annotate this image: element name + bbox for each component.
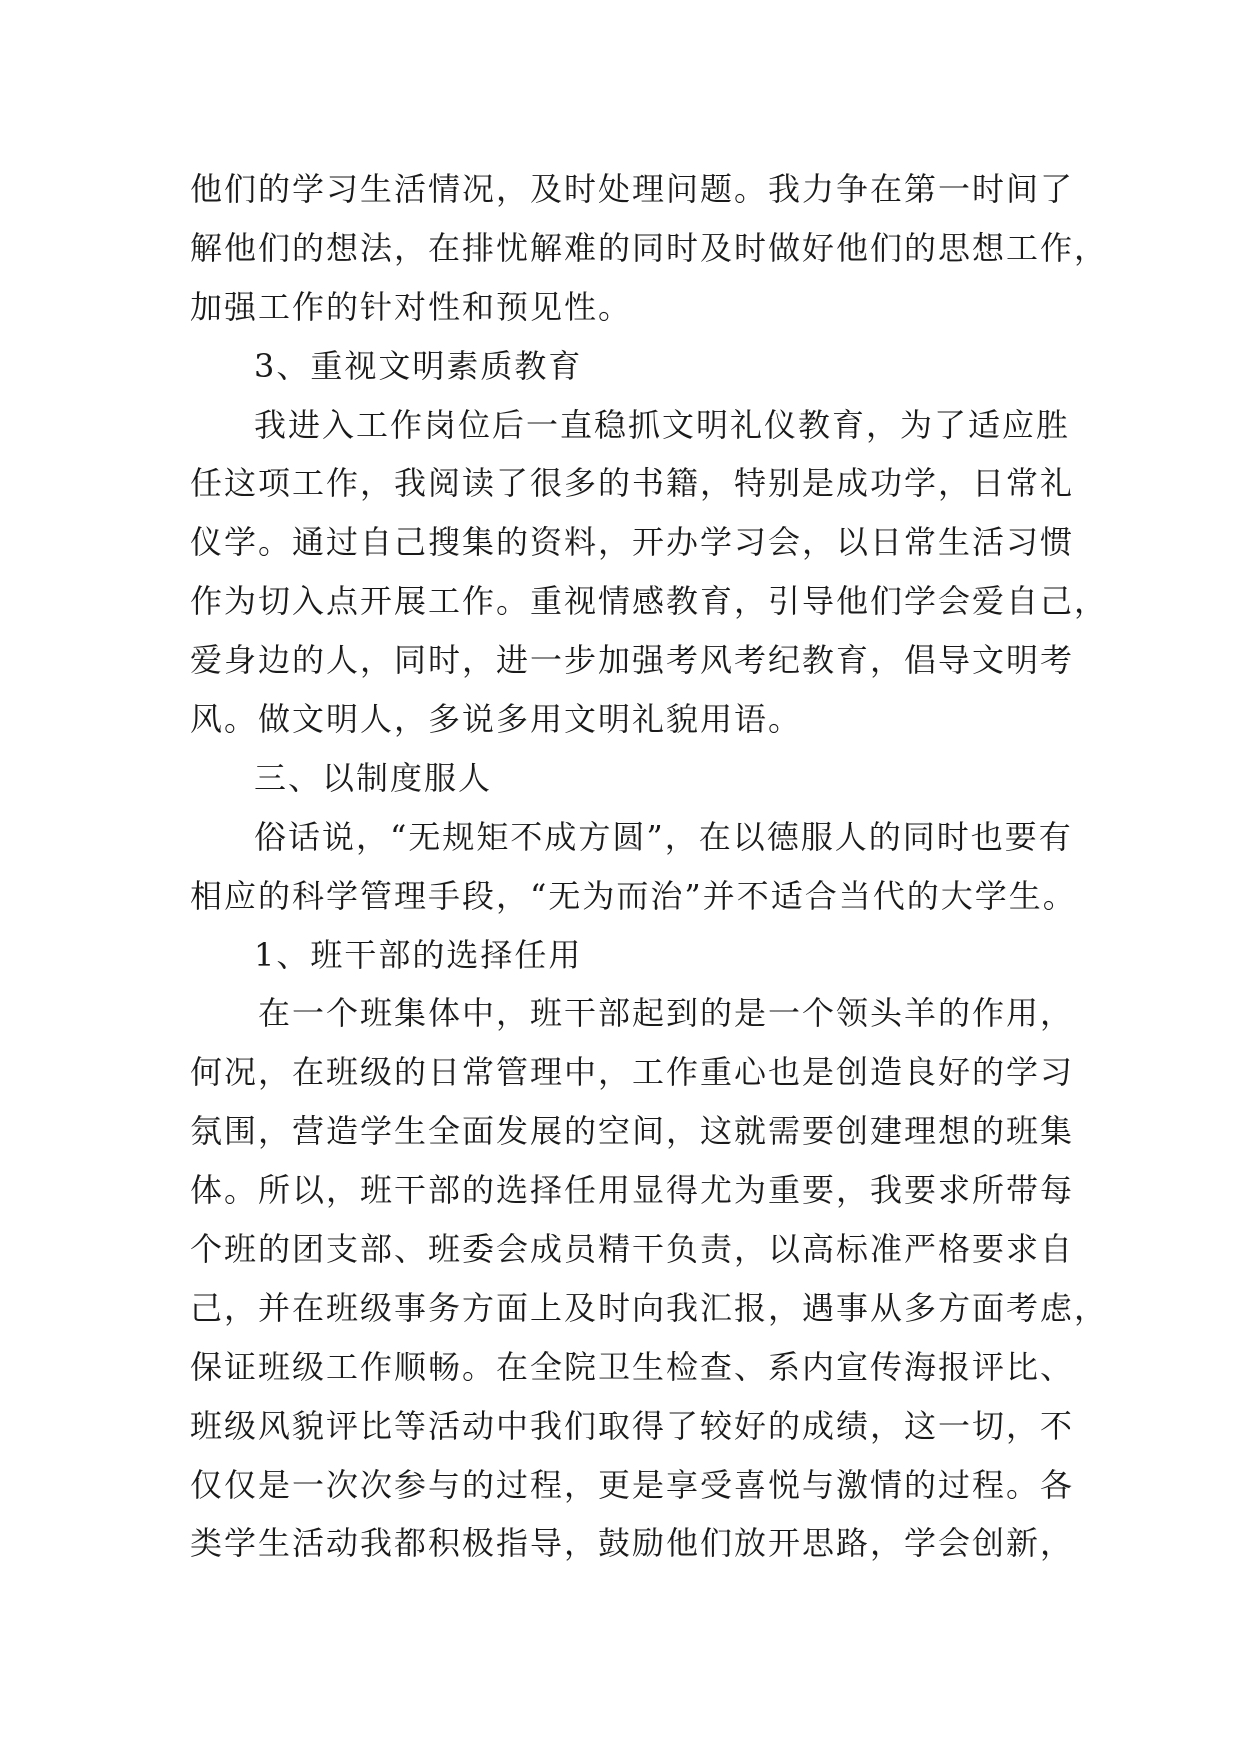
text-line: 何况，在班级的日常管理中，工作重心也是创造良好的学习 xyxy=(190,1053,1075,1092)
text-line: 己，并在班级事务方面上及时向我汇报，遇事从多方面考虑， xyxy=(190,1288,1109,1327)
text-line: 类学生活动我都积极指导，鼓励他们放开思路，学会创新， xyxy=(190,1524,1075,1563)
section-heading: 三、以制度服人 xyxy=(254,758,493,797)
text-line: 保证班级工作顺畅。在全院卫生检查、系内宣传海报评比、 xyxy=(190,1347,1075,1386)
text-line: 加强工作的针对性和预见性。 xyxy=(190,287,633,326)
text-line: 爱身边的人，同时，进一步加强考风考纪教育，倡导文明考 xyxy=(190,641,1075,680)
text-line: 仪学。通过自己搜集的资料，开办学习会，以日常生活习惯 xyxy=(190,523,1075,562)
text-line: 班级风貌评比等活动中我们取得了较好的成绩，这一切，不 xyxy=(190,1406,1075,1445)
text-line: 相应的科学管理手段，“无为而治”并不适合当代的大学生。 xyxy=(190,876,1077,915)
text-line: 任这项工作，我阅读了很多的书籍，特别是成功学，日常礼 xyxy=(190,464,1075,503)
text-line: 他们的学习生活情况，及时处理问题。我力争在第一时间了 xyxy=(190,170,1075,208)
text-line: 解他们的想法，在排忧解难的同时及时做好他们的思想工作， xyxy=(190,228,1109,267)
text-line: 风。做文明人，多说多用文明礼貌用语。 xyxy=(190,700,803,739)
text-line: 作为切入点开展工作。重视情感教育，引导他们学会爱自己， xyxy=(190,582,1109,621)
text-line: 仅仅是一次次参与的过程，更是享受喜悦与激情的过程。各 xyxy=(190,1465,1075,1504)
text-line: 氛围，营造学生全面发展的空间，这就需要创建理想的班集 xyxy=(190,1112,1075,1151)
document-body xyxy=(190,160,1109,1573)
text-line: 在一个班集体中，班干部起到的是一个领头羊的作用， xyxy=(258,994,1075,1033)
section-heading: 1、班干部的选择任用 xyxy=(254,935,583,974)
text-line: 俗话说，“无规矩不成方圆”，在以德服人的同时也要有 xyxy=(254,817,1073,856)
text-line: 我进入工作岗位后一直稳抓文明礼仪教育，为了适应胜 xyxy=(254,405,1071,444)
text-line: 个班的团支部、班委会成员精干负责，以高标准严格要求自 xyxy=(190,1230,1075,1269)
text-line: 体。所以，班干部的选择任用显得尤为重要，我要求所带每 xyxy=(190,1171,1075,1210)
section-heading: 3、重视文明素质教育 xyxy=(254,346,583,385)
